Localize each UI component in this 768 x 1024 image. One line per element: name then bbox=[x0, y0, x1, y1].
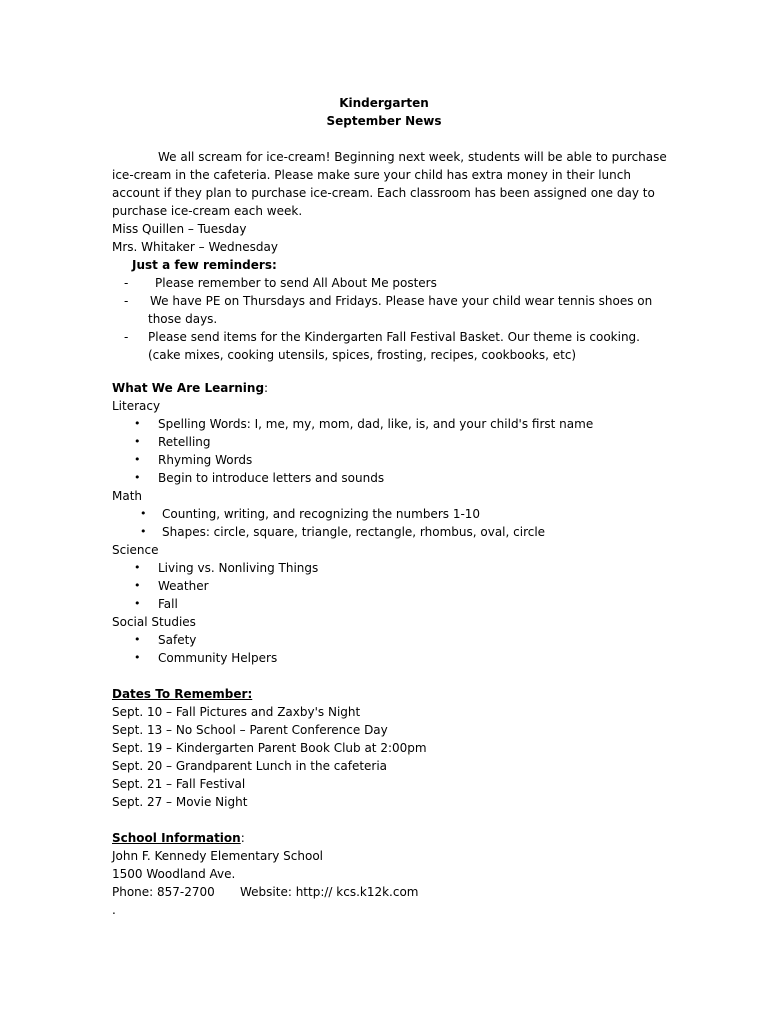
reminder-item: Please remember to send All About Me posters bbox=[155, 276, 437, 290]
learning-item: Living vs. Nonliving Things bbox=[158, 561, 319, 575]
dates-heading: Dates To Remember: bbox=[112, 687, 253, 701]
school-website: Website: http:// kcs.k12k.com bbox=[240, 885, 419, 899]
date-item: Sept. 10 – Fall Pictures and Zaxby's Night bbox=[112, 705, 361, 719]
bullet-marker: • bbox=[134, 471, 141, 484]
doc-subtitle: September News bbox=[326, 114, 442, 128]
dash-marker: - bbox=[124, 330, 129, 344]
learning-item: Begin to introduce letters and sounds bbox=[158, 471, 385, 485]
reminder-item: Please send items for the Kindergarten Fall Festival Basket. Our theme is cooking. bbox=[148, 330, 640, 344]
bullet-marker: • bbox=[134, 561, 141, 574]
bullet-marker: • bbox=[140, 525, 147, 538]
date-item: Sept. 20 – Grandparent Lunch in the cafeteria bbox=[112, 759, 388, 773]
date-item: Sept. 27 – Movie Night bbox=[112, 795, 248, 809]
school-info-heading-colon: : bbox=[240, 831, 245, 845]
subject-math: Math bbox=[112, 489, 143, 503]
bullet-marker: • bbox=[134, 633, 141, 646]
learning-item: Retelling bbox=[158, 435, 211, 449]
learning-item: Counting, writing, and recognizing the numbers 1-10 bbox=[162, 507, 481, 521]
bullet-marker: • bbox=[140, 507, 147, 520]
learning-heading-colon: : bbox=[264, 381, 269, 395]
bullet-marker: • bbox=[134, 651, 141, 664]
intro-paragraph-line: account if they plan to purchase ice-cream. Each classroom has been assigned one day to bbox=[112, 186, 655, 200]
subject-literacy: Literacy bbox=[112, 399, 161, 413]
intro-paragraph-line: We all scream for ice-cream! Beginning next week, students will be able to purchase bbox=[158, 150, 667, 164]
date-item: Sept. 13 – No School – Parent Conference Day bbox=[112, 723, 388, 737]
learning-item: Fall bbox=[158, 597, 178, 611]
reminder-item: We have PE on Thursdays and Fridays. Please have your child wear tennis shoes on bbox=[150, 294, 653, 308]
doc-title: Kindergarten bbox=[339, 96, 429, 110]
reminder-item-continued: those days. bbox=[148, 312, 218, 326]
bullet-marker: • bbox=[134, 417, 141, 430]
bullet-marker: • bbox=[134, 435, 141, 448]
subject-science: Science bbox=[112, 543, 159, 557]
subject-social-studies: Social Studies bbox=[112, 615, 196, 629]
intro-paragraph-line: purchase ice-cream each week. bbox=[112, 204, 303, 218]
school-name: John F. Kennedy Elementary School bbox=[112, 849, 324, 863]
learning-item: Community Helpers bbox=[158, 651, 278, 665]
bullet-marker: • bbox=[134, 453, 141, 466]
learning-item: Weather bbox=[158, 579, 209, 593]
reminder-item-continued: (cake mixes, cooking utensils, spices, frosting, recipes, cookbooks, etc) bbox=[148, 348, 577, 362]
intro-paragraph-line: ice-cream in the cafeteria. Please make sure your child has extra money in their lunch bbox=[112, 168, 631, 182]
date-item: Sept. 21 – Fall Festival bbox=[112, 777, 246, 791]
learning-heading bbox=[112, 379, 268, 397]
date-item: Sept. 19 – Kindergarten Parent Book Club at 2:00pm bbox=[112, 741, 427, 755]
school-info-heading bbox=[112, 829, 245, 847]
school-phone: Phone: 857-2700 bbox=[112, 885, 215, 899]
classroom-assignment: Miss Quillen – Tuesday bbox=[112, 222, 247, 236]
school-address: 1500 Woodland Ave. bbox=[112, 867, 236, 881]
bullet-marker: • bbox=[134, 579, 141, 592]
learning-heading-text: What We Are Learning bbox=[112, 381, 265, 395]
school-info-heading-text: School Information bbox=[112, 831, 241, 845]
learning-item: Spelling Words: I, me, my, mom, dad, like, is, and your child's first name bbox=[158, 417, 594, 431]
dash-marker: - bbox=[124, 294, 129, 308]
classroom-assignment: Mrs. Whitaker – Wednesday bbox=[112, 240, 278, 254]
dash-marker: - bbox=[124, 276, 129, 290]
learning-item: Safety bbox=[158, 633, 197, 647]
learning-item: Rhyming Words bbox=[158, 453, 253, 467]
trailing-period: . bbox=[112, 903, 116, 917]
bullet-marker: • bbox=[134, 597, 141, 610]
reminders-heading: Just a few reminders: bbox=[132, 258, 277, 272]
learning-item: Shapes: circle, square, triangle, rectangle, rhombus, oval, circle bbox=[162, 525, 546, 539]
